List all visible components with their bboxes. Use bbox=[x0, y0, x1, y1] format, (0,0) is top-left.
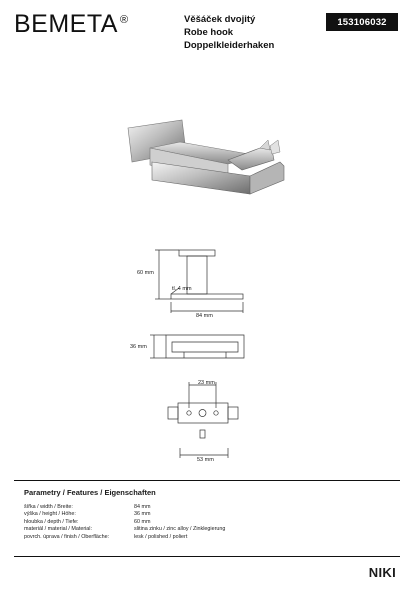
table-row bbox=[24, 511, 225, 518]
param-label: výška / height / Höhe: bbox=[24, 511, 76, 518]
brand-registered-mark: ® bbox=[119, 13, 129, 26]
product-photo bbox=[110, 110, 300, 210]
front-height-label: 60 mm bbox=[137, 270, 154, 276]
table-row bbox=[24, 519, 225, 526]
parameters-title: Parametry / Features / Eigenschaften bbox=[24, 488, 156, 497]
title-cz: Věšáček dvojitý bbox=[184, 14, 256, 25]
parameters-table bbox=[24, 504, 225, 541]
param-label: materiál / material / Material: bbox=[24, 526, 93, 533]
table-row bbox=[24, 534, 225, 541]
title-de: Doppelkleiderhaken bbox=[184, 40, 275, 51]
param-value: 60 mm bbox=[134, 518, 151, 525]
param-label: hloubka / depth / Tiefe: bbox=[24, 518, 79, 525]
section-divider bbox=[14, 480, 400, 481]
sku-badge bbox=[326, 13, 398, 31]
param-value: slitina zinku / zinc alloy / Zinklegierung bbox=[134, 526, 226, 533]
front-width-label: 84 mm bbox=[196, 313, 213, 319]
title-en: Robe hook bbox=[184, 27, 234, 38]
top-view-drawing bbox=[150, 378, 270, 468]
brand-name: BEMETA bbox=[14, 10, 118, 38]
brand-logo bbox=[14, 10, 129, 39]
front-thickness-label: tl. 4 mm bbox=[172, 286, 192, 292]
side-height-label: 36 mm bbox=[130, 344, 147, 350]
param-value: 36 mm bbox=[134, 511, 151, 518]
param-value: 84 mm bbox=[134, 504, 151, 510]
table-row bbox=[24, 526, 225, 533]
side-view-drawing bbox=[140, 330, 270, 370]
photo-hook bbox=[228, 148, 274, 170]
sku-number: 153106032 bbox=[337, 16, 387, 28]
product-titles bbox=[184, 13, 274, 52]
param-label: šířka / width / Breite: bbox=[24, 504, 73, 510]
footer-divider bbox=[14, 556, 400, 557]
series-name: NIKI bbox=[368, 565, 396, 580]
param-value: lesk / polished / poliert bbox=[134, 533, 188, 540]
table-row bbox=[24, 504, 225, 511]
top-hole-spacing-label: 23 mm bbox=[198, 380, 215, 386]
param-label: povrch. úprava / finish / Oberfläche: bbox=[24, 533, 110, 540]
top-base-width-label: 53 mm bbox=[197, 457, 214, 463]
